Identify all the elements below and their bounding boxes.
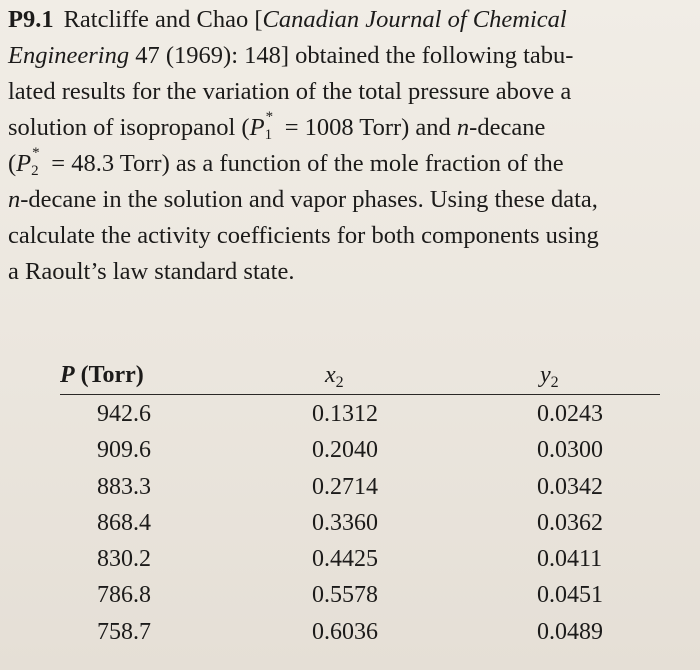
journal-name-part2: Engineering xyxy=(8,42,130,69)
cell-pressure: 868.4 xyxy=(97,509,151,536)
problem-line-5 xyxy=(8,146,692,182)
header-p-letter: P xyxy=(60,362,75,388)
problem-line-7: calculate the activity coefficients for both components using xyxy=(8,222,599,249)
header-p-unit: (Torr) xyxy=(74,362,144,388)
cell-y2: 0.0243 xyxy=(537,401,603,427)
table-row xyxy=(60,474,660,510)
cell-pressure: 883.3 xyxy=(97,473,151,500)
n-italic-1: n xyxy=(456,114,470,141)
p1-star: * xyxy=(265,109,274,125)
line5-text-b: = 48.3 Torr) as a function of the mole fraction of the xyxy=(45,150,564,177)
table-row xyxy=(60,401,660,437)
header-pressure xyxy=(60,362,144,389)
citation-prefix: Ratcliffe and Chao [ xyxy=(63,6,263,33)
cell-y2: 0.0451 xyxy=(537,582,603,609)
cell-y2: 0.0411 xyxy=(537,546,603,573)
table-header xyxy=(60,362,660,395)
cell-x2: 0.5578 xyxy=(312,582,378,609)
p1-star-subscript xyxy=(264,109,279,143)
problem-line-6 xyxy=(8,182,692,218)
p1-subscript: 1 xyxy=(264,127,273,143)
cell-x2: 0.2040 xyxy=(312,437,378,464)
cell-pressure: 830.2 xyxy=(97,546,151,573)
header-x-sub: 2 xyxy=(335,374,344,391)
problem-number: P9.1 xyxy=(8,6,54,33)
header-x-letter: x xyxy=(325,362,336,388)
cell-x2: 0.2714 xyxy=(312,473,378,500)
header-x2 xyxy=(325,362,344,389)
cell-y2: 0.0300 xyxy=(537,437,603,464)
p2-star-subscript xyxy=(31,145,45,179)
problem-line-8: a Raoult’s law standard state. xyxy=(8,258,295,285)
cell-y2: 0.0489 xyxy=(537,618,603,645)
header-y2 xyxy=(540,362,559,389)
line5-text-a: ( xyxy=(8,150,17,177)
table-row xyxy=(60,582,660,618)
n-italic-2: n xyxy=(8,186,21,213)
cell-y2: 0.0362 xyxy=(537,509,603,536)
pressure-symbol-2: P xyxy=(16,150,32,177)
header-y-sub: 2 xyxy=(550,374,559,391)
p2-subscript: 2 xyxy=(31,163,39,179)
problem-line-4 xyxy=(8,110,692,146)
problem-line-3: lated results for the variation of the total pressure above a xyxy=(8,78,572,105)
problem-statement xyxy=(8,2,692,290)
table-row xyxy=(60,619,660,655)
cell-x2: 0.3360 xyxy=(312,509,378,536)
cell-pressure: 909.6 xyxy=(97,437,151,464)
cell-pressure: 786.8 xyxy=(97,582,151,609)
table-row xyxy=(60,437,660,473)
citation-suffix: 47 (1969): 148] obtained the following tabu- xyxy=(135,42,574,69)
line4-text-a: solution of isopropanol ( xyxy=(8,114,250,141)
table-body xyxy=(60,401,660,655)
journal-name-part1: Canadian Journal of Chemical xyxy=(262,6,567,33)
line4-text-b: = 1008 Torr) and xyxy=(278,114,457,141)
cell-x2: 0.1312 xyxy=(312,401,378,427)
header-y-letter: y xyxy=(540,362,551,388)
cell-x2: 0.4425 xyxy=(312,546,378,573)
table-row xyxy=(60,546,660,582)
cell-pressure: 942.6 xyxy=(97,401,151,427)
cell-pressure: 758.7 xyxy=(97,618,151,645)
cell-y2: 0.0342 xyxy=(537,473,603,500)
data-table xyxy=(60,362,660,655)
problem-line-1 xyxy=(8,2,692,38)
table-row xyxy=(60,510,660,546)
problem-line-2 xyxy=(8,38,692,74)
cell-x2: 0.6036 xyxy=(312,618,378,645)
pressure-symbol-1: P xyxy=(249,114,265,141)
line4-text-c: -decane xyxy=(469,114,546,141)
p2-star: * xyxy=(32,145,40,161)
line6-text: -decane in the solution and vapor phases. Using these data, xyxy=(20,186,598,213)
